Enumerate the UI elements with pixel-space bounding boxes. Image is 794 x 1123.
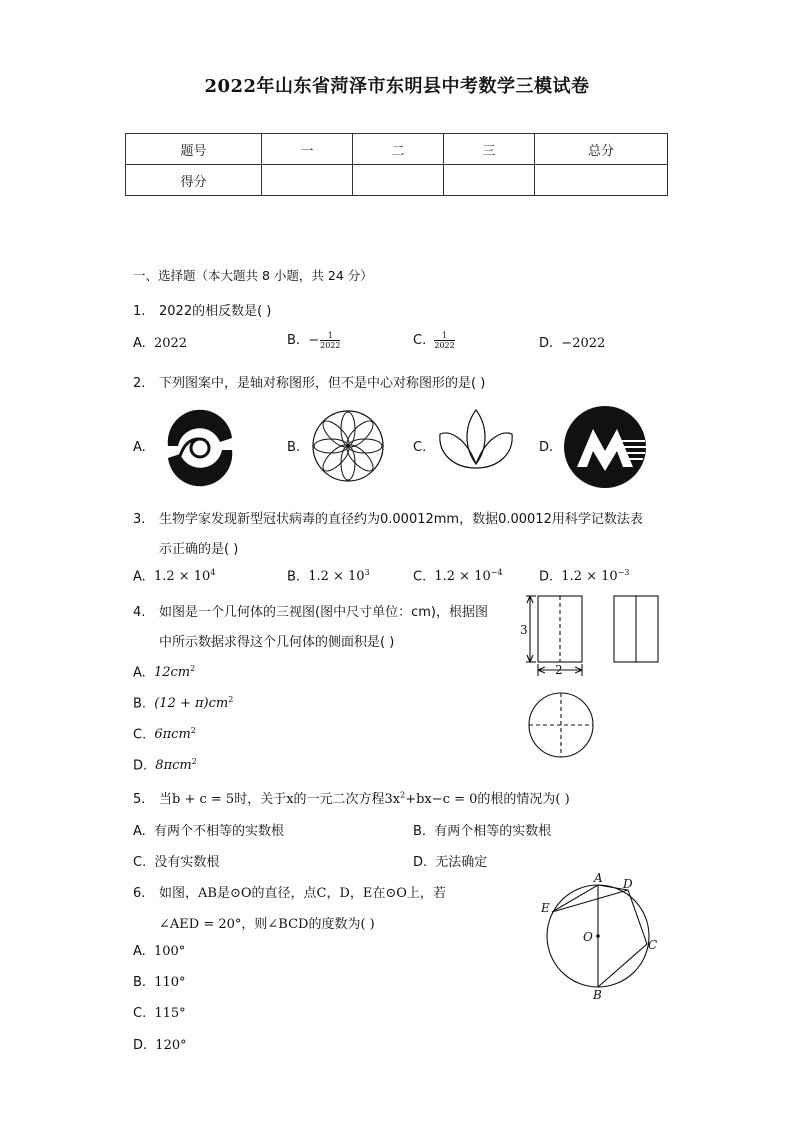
question-2 — [133, 372, 485, 391]
fraction — [434, 331, 454, 350]
page-title: 2022年山东省菏泽市东明县中考数学三模试卷 — [204, 76, 590, 97]
question-5 — [133, 788, 570, 807]
exponent: −4 — [490, 568, 503, 577]
option-c[interactable] — [133, 851, 219, 870]
width-label: 2 — [555, 663, 563, 677]
option-label: C. — [413, 569, 427, 585]
option-a[interactable] — [133, 568, 215, 584]
option-a[interactable]: A. — [133, 440, 146, 455]
option-text: 2022 — [153, 336, 188, 351]
score-cell[interactable] — [353, 165, 444, 196]
option-label: B. — [287, 333, 301, 348]
fraction — [320, 331, 340, 350]
row-label-cell: 得分 — [126, 165, 262, 196]
question-4 — [133, 601, 488, 620]
exponent: 2 — [228, 695, 234, 704]
swirl-pattern-figure — [160, 408, 240, 488]
option-label: D. — [413, 855, 428, 870]
option-c[interactable] — [413, 568, 503, 584]
header-cell: 题号 — [126, 134, 262, 165]
option-a[interactable] — [133, 664, 195, 680]
question-text: 如图是一个几何体的三视图(图中尺寸单位：cm)，根据图 — [159, 605, 488, 620]
option-label: A. — [133, 665, 146, 681]
numerator: 1 — [441, 331, 448, 340]
exponent: 3 — [364, 568, 370, 577]
option-b[interactable] — [133, 695, 233, 711]
score-cell[interactable] — [444, 165, 535, 196]
option-label: A. — [133, 944, 146, 959]
option-label: D. — [133, 758, 148, 774]
option-label: A. — [133, 569, 146, 585]
option-d[interactable] — [133, 757, 197, 773]
option-text: 有两个不相等的实数根 — [153, 824, 284, 839]
header-cell: 二 — [353, 134, 444, 165]
option-c[interactable] — [133, 1006, 186, 1021]
lotus-figure — [436, 408, 516, 484]
option-text: 无法确定 — [435, 855, 488, 870]
option-label: A. — [133, 336, 146, 351]
question-text: +bx−c = 0的根的情况为( ) — [405, 792, 570, 807]
denominator: 2022 — [320, 341, 341, 350]
point-e-label: E — [541, 901, 550, 915]
exponent: 2 — [190, 726, 196, 735]
option-d[interactable]: D. — [539, 440, 554, 455]
three-views-figure — [520, 588, 670, 760]
option-b[interactable] — [287, 568, 370, 584]
option-text: −2022 — [561, 336, 606, 351]
question-number: 5. — [133, 792, 146, 807]
option-text: 12cm — [153, 665, 191, 681]
option-d[interactable] — [413, 851, 487, 870]
exponent: −3 — [617, 568, 630, 577]
option-label: B. — [413, 824, 427, 839]
option-d[interactable] — [539, 568, 629, 584]
option-b[interactable] — [287, 331, 340, 350]
option-c[interactable]: C. — [413, 440, 427, 455]
question-text: 下列图案中，是轴对称图形，但不是中心对称图形的是( ) — [159, 376, 486, 391]
point-c-label: C — [648, 938, 658, 952]
option-b[interactable]: B. — [287, 440, 301, 455]
option-a[interactable] — [133, 336, 187, 351]
numerator: 1 — [327, 331, 333, 340]
option-text: 100° — [153, 944, 186, 959]
question-number: 1. — [133, 304, 146, 319]
question-number: 6. — [133, 886, 146, 901]
point-a-label: A — [594, 871, 603, 885]
option-label: B. — [287, 569, 301, 585]
option-text: 1.2 × 10 — [434, 569, 491, 585]
option-b[interactable] — [133, 975, 186, 990]
option-text: 没有实数根 — [154, 855, 220, 870]
m-logo-figure — [562, 404, 648, 490]
point-b-label: B — [593, 988, 602, 1000]
option-text: 120° — [155, 1038, 187, 1053]
score-table-score-row — [126, 165, 668, 196]
option-d[interactable] — [133, 1038, 187, 1053]
question-1 — [133, 300, 271, 319]
question-text: 当b + c = 5时，关于x的一元二次方程3x — [159, 792, 401, 807]
circle-geometry-figure — [535, 868, 670, 1000]
option-a[interactable] — [133, 820, 284, 839]
option-label: C. — [133, 855, 147, 870]
option-c[interactable] — [413, 331, 455, 350]
option-label: A. — [133, 824, 146, 839]
option-text: 1.2 × 10 — [561, 569, 618, 585]
option-sign: − — [308, 333, 320, 348]
score-cell[interactable] — [535, 165, 668, 196]
question-text: 如图，AB是⊙O的直径，点C，D，E在⊙O上，若 — [159, 886, 446, 901]
option-text: 8πcm — [155, 758, 192, 774]
flower-circle-figure — [310, 408, 386, 484]
question-number: 2. — [133, 376, 146, 391]
height-label: 3 — [520, 623, 528, 637]
option-b[interactable] — [413, 820, 551, 839]
option-label: C. — [413, 333, 427, 348]
option-text: 1.2 × 10 — [153, 569, 211, 585]
point-d-label: D — [623, 877, 633, 891]
question-3 — [133, 508, 643, 527]
option-text: 1.2 × 10 — [308, 569, 365, 585]
exponent: 2 — [190, 664, 196, 673]
score-table — [125, 133, 668, 196]
option-text: 115° — [154, 1006, 186, 1021]
option-a[interactable] — [133, 944, 185, 959]
option-text: 6πcm — [154, 727, 191, 743]
option-text: (12 + π)cm — [154, 696, 229, 712]
option-label: B. — [133, 975, 147, 990]
exponent: 2 — [191, 757, 197, 766]
option-text: 有两个相等的实数根 — [434, 824, 552, 839]
header-cell: 总分 — [535, 134, 668, 165]
option-label: D. — [539, 569, 554, 585]
header-cell: 一 — [262, 134, 353, 165]
point-o-label: O — [583, 930, 593, 944]
question-number: 4. — [133, 605, 146, 620]
question-text-line2: 中所示数据求得这个几何体的侧面积是( ) — [159, 635, 395, 650]
question-text: 2022的相反数是( ) — [159, 304, 272, 319]
question-number: 3. — [133, 512, 146, 527]
exponent: 4 — [210, 568, 216, 577]
score-cell[interactable] — [262, 165, 353, 196]
option-text: 110° — [154, 975, 186, 990]
option-label: D. — [539, 336, 554, 351]
option-d[interactable] — [539, 336, 605, 351]
option-c[interactable] — [133, 726, 196, 742]
option-label: C. — [133, 727, 147, 743]
option-label: D. — [133, 1038, 148, 1053]
option-label: B. — [133, 696, 147, 712]
denominator: 2022 — [434, 341, 455, 350]
question-text: 生物学家发现新型冠状病毒的直径约为0.00012mm，数据0.00012用科学记数法表 — [159, 512, 643, 527]
section-heading: 一、选择题（本大题共 8 小题，共 24 分） — [133, 268, 373, 283]
question-text-line2: 示正确的是( ) — [159, 542, 239, 557]
option-label: C. — [133, 1006, 147, 1021]
exponent: 2 — [400, 790, 406, 800]
score-table-header-row — [126, 134, 668, 165]
header-cell: 三 — [444, 134, 535, 165]
question-6 — [133, 882, 446, 901]
question-text-line2: ∠AED = 20°，则∠BCD的度数为( ) — [159, 917, 375, 932]
